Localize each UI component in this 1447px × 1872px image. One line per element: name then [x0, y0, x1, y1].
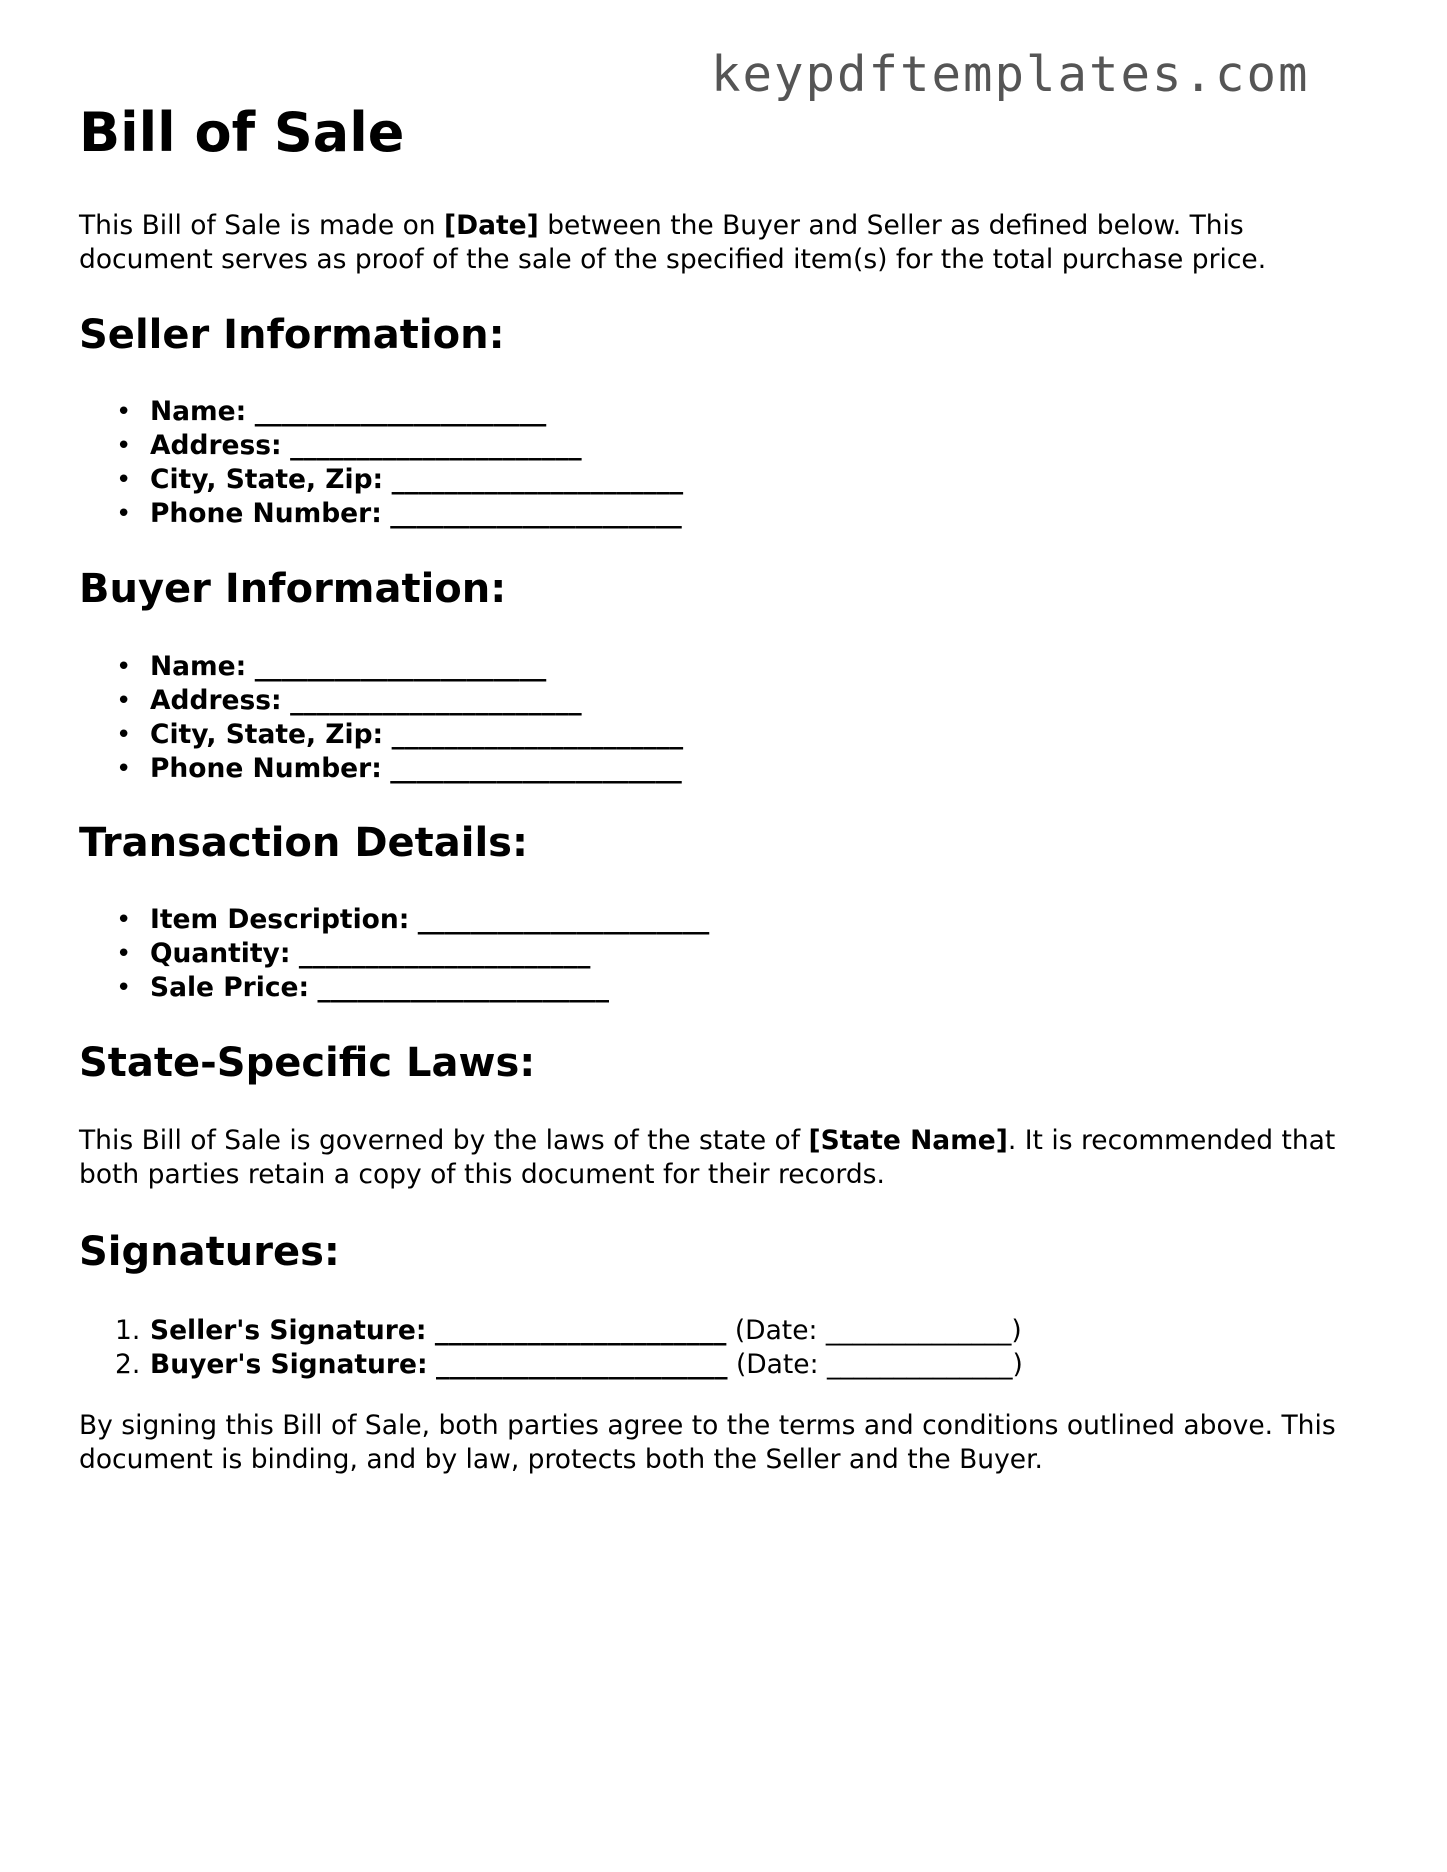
seller-phone-label: Phone Number:	[150, 498, 382, 529]
buyer-city-state-zip-blank[interactable]: ______________________	[391, 719, 684, 750]
list-item	[79, 429, 683, 463]
buyer-address-label: Address:	[150, 685, 282, 716]
seller-signature-label: Seller's Signature:	[150, 1315, 427, 1346]
seller-phone-blank[interactable]: ______________________	[390, 498, 682, 529]
state-laws-text-start: This Bill of Sale is governed by the laws of the state of	[79, 1125, 809, 1156]
watermark: keypdftemplates.com	[711, 46, 1310, 103]
buyer-heading: Buyer Information:	[79, 566, 507, 612]
list-number: 2.	[115, 1349, 141, 1380]
list-item	[79, 937, 709, 971]
list-item	[79, 395, 683, 429]
transaction-heading: Transaction Details:	[79, 820, 528, 866]
list-item	[79, 684, 683, 718]
date-placeholder: [Date]	[444, 210, 539, 241]
quantity-blank[interactable]: ______________________	[298, 938, 591, 969]
intro-paragraph	[79, 209, 1379, 277]
seller-address-blank[interactable]: ______________________	[290, 430, 582, 461]
list-item	[79, 497, 683, 531]
seller-name-blank[interactable]: ______________________	[254, 396, 547, 427]
intro-text-start: This Bill of Sale is made on	[79, 210, 445, 241]
list-number: 1.	[115, 1315, 141, 1346]
signatures-heading: Signatures:	[79, 1229, 340, 1275]
buyer-name-blank[interactable]: ______________________	[254, 651, 547, 682]
list-item	[79, 1314, 1023, 1348]
buyer-phone-label: Phone Number:	[150, 753, 382, 784]
state-laws-paragraph	[79, 1124, 1379, 1192]
seller-signature-blank[interactable]: ______________________	[434, 1315, 727, 1346]
page-title: Bill of Sale	[79, 101, 405, 164]
list-item	[79, 463, 683, 497]
seller-signature-date[interactable]: (Date: ______________)	[734, 1315, 1022, 1346]
buyer-signature-date[interactable]: (Date: ______________)	[735, 1349, 1023, 1380]
seller-name-label: Name:	[150, 396, 247, 427]
item-description-blank[interactable]: ______________________	[417, 904, 710, 935]
buyer-name-label: Name:	[150, 651, 247, 682]
list-item	[79, 971, 709, 1005]
state-name-placeholder: [State Name]	[808, 1125, 1008, 1156]
sale-price-label: Sale Price:	[150, 972, 310, 1003]
closing-paragraph: By signing this Bill of Sale, both parties agree to the terms and conditions outlined above. This document is binding, and by law, protects both the Seller and the Buyer.	[79, 1410, 1336, 1475]
list-item	[79, 1348, 1023, 1382]
list-item	[79, 718, 683, 752]
seller-city-state-zip-label: City, State, Zip:	[150, 464, 384, 495]
buyer-signature-blank[interactable]: ______________________	[436, 1349, 728, 1380]
intro-text-end: between the Buyer and Seller as defined below. This document serves as proof of the sale of the specified item(s) for the total purchase price.	[79, 210, 1267, 275]
seller-city-state-zip-blank[interactable]: ______________________	[391, 464, 684, 495]
signature-list	[79, 1314, 1023, 1382]
buyer-field-list	[79, 650, 683, 786]
seller-heading: Seller Information:	[79, 312, 505, 358]
quantity-label: Quantity:	[150, 938, 291, 969]
buyer-phone-blank[interactable]: ______________________	[390, 753, 682, 784]
item-description-label: Item Description:	[150, 904, 410, 935]
buyer-signature-label: Buyer's Signature:	[150, 1349, 428, 1380]
list-item	[79, 752, 683, 786]
state-laws-text-end: . It is recommended that both parties retain a copy of this document for their records.	[79, 1125, 1336, 1190]
sale-price-blank[interactable]: ______________________	[317, 972, 610, 1003]
seller-field-list	[79, 395, 683, 531]
transaction-field-list	[79, 903, 709, 1005]
state-laws-heading: State-Specific Laws:	[79, 1040, 536, 1086]
seller-address-label: Address:	[150, 430, 282, 461]
buyer-address-blank[interactable]: ______________________	[290, 685, 582, 716]
list-item	[79, 650, 683, 684]
list-item	[79, 903, 709, 937]
buyer-city-state-zip-label: City, State, Zip:	[150, 719, 384, 750]
